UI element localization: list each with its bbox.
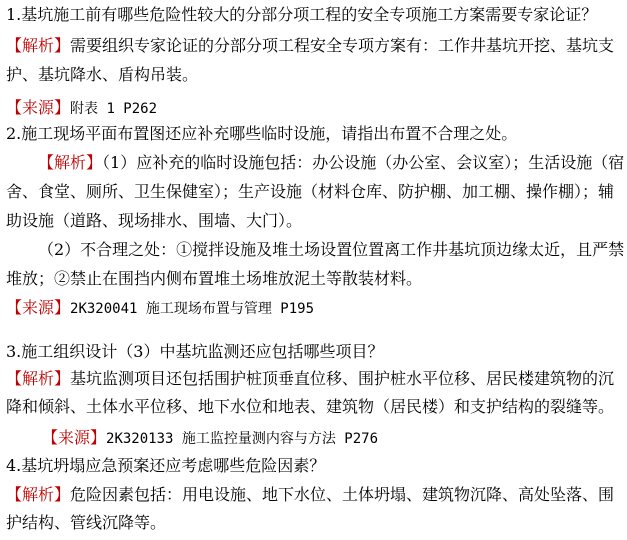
answer-2-part-1-line-1 xyxy=(38,152,624,174)
answer-1-line-2: 护、基坑降水、盾构吊装。 xyxy=(6,65,199,84)
answer-4-line-1 xyxy=(6,484,614,506)
answer-3-text: 基坑监测项目还包括围护桩顶垂直位移、围护桩水平位移、居民楼建筑物的沉 xyxy=(70,369,615,388)
answer-1-line-1 xyxy=(6,35,614,57)
analysis-label: 【解析】 xyxy=(6,36,71,55)
source-1-text: 附表 1 P262 xyxy=(70,101,158,117)
answer-2-part-2-line-1: （2）不合理之处：①搅拌设施及堆土场设置位置离工作井基坑顶边缘太近，且严禁 xyxy=(38,240,625,259)
source-1 xyxy=(6,97,157,120)
answer-2-text: （1）应补充的临时设施包括：办公设施（办公室、会议室）；生活设施（宿 xyxy=(102,153,625,172)
question-1: 1.基坑施工前有哪些危险性较大的分部分项工程的安全专项施工方案需要专家论证？ xyxy=(6,5,598,24)
source-3-text: 2K320133 施工监控量测内容与方法 P276 xyxy=(106,431,379,447)
answer-1-text: 需要组织专家论证的分部分项工程安全专项方案有：工作井基坑开挖、基坑支 xyxy=(70,36,615,55)
source-2-text: 2K320041 施工现场布置与管理 P195 xyxy=(70,301,315,317)
analysis-label: 【解析】 xyxy=(6,485,71,504)
answer-2-part-2-line-2: 堆放；②禁止在围挡内侧布置堆土场堆放泥土等散装材料。 xyxy=(6,269,423,288)
answer-4-text: 危险因素包括：用电设施、地下水位、土体坍塌、建筑物沉降、高处坠落、围 xyxy=(70,485,615,504)
question-3: 3.施工组织设计（3）中基坑监测还应包括哪些项目？ xyxy=(6,342,384,361)
answer-2-part-1-line-3: 助设施（道路、现场排水、围墙、大门）。 xyxy=(6,211,303,230)
analysis-label: 【解析】 xyxy=(38,153,103,172)
answer-4-line-2: 护结构、管线沉降等。 xyxy=(6,513,167,532)
answer-3-line-1 xyxy=(6,368,614,390)
source-label: 【来源】 xyxy=(42,428,107,447)
source-label: 【来源】 xyxy=(6,298,71,317)
source-label: 【来源】 xyxy=(6,98,71,117)
question-4: 4.基坑坍塌应急预案还应考虑哪些危险因素？ xyxy=(6,456,326,475)
analysis-label: 【解析】 xyxy=(6,369,71,388)
source-3 xyxy=(42,427,378,450)
answer-3-line-2: 降和倾斜、土体水平位移、地下水位和地表、建筑物（居民楼）和支护结构的裂缝等。 xyxy=(6,397,615,416)
answer-2-part-1-line-2: 舍、食堂、厕所、卫生保健室）；生产设施（材料仓库、防护棚、加工棚、操作棚）；辅 xyxy=(6,182,615,201)
question-2: 2.施工现场平面布置图还应补充哪些临时设施，请指出布置不合理之处。 xyxy=(6,124,518,143)
source-2 xyxy=(6,297,314,320)
